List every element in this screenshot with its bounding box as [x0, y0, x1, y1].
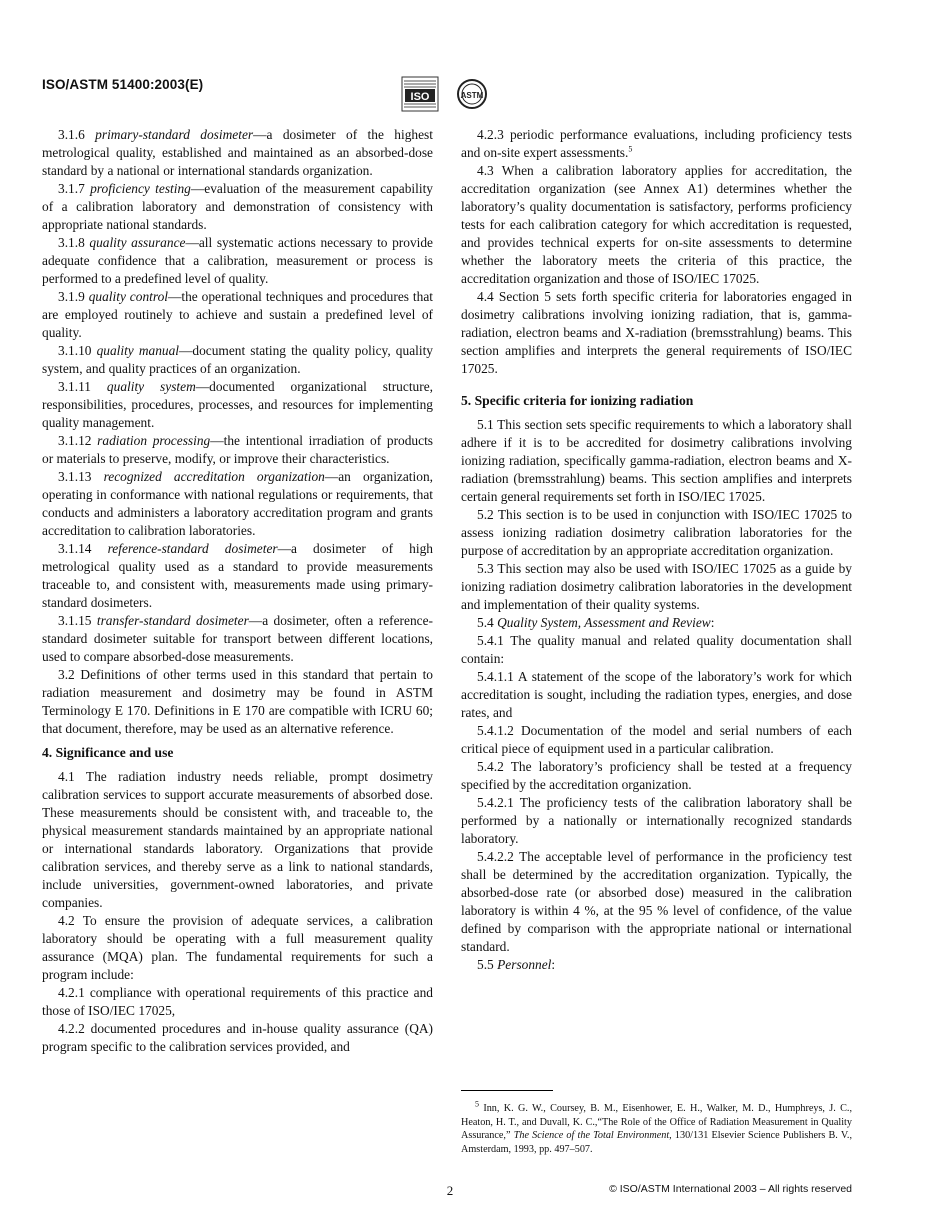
paragraph-4-2-2: 4.2.2 documented procedures and in-house quality assurance (QA) program specific to the calibration services provided, and: [42, 1021, 433, 1054]
iso-logo-text: ISO: [410, 91, 430, 103]
paragraph-4-4: 4.4 Section 5 sets forth specific criteria for laboratories engaged in dosimetry calibrations involving ionizing radiation, that is, gamma-radiation, electron beams and X-radiation (bremsstrahlung) beams. This section amplifies and interprets the general requirements of ISO/IEC 17025.: [461, 289, 852, 376]
definition-3-1-6: 3.1.6 primary-standard dosimeter—a dosimeter of the highest metrological quality, established and maintained as an absorbed-dose standard by a national or international standards organization.: [42, 127, 433, 178]
definition-3-1-12: 3.1.12 radiation processing—the intentional irradiation of products or materials to preserve, modify, or improve their characteristics.: [42, 433, 433, 466]
definition-3-1-11: 3.1.11 quality system—documented organizational structure, responsibilities, procedures, processes, and resources for implementing quality management.: [42, 379, 433, 430]
paragraph-5-4-2-1: 5.4.2.1 The proficiency tests of the calibration laboratory shall be performed by a nationally or internationally recognized standards laboratory.: [461, 795, 852, 846]
astm-logo: [458, 80, 486, 108]
paragraph-4-2-1: 4.2.1 compliance with operational requirements of this practice and those of ISO/IEC 17025,: [42, 985, 433, 1018]
iso-logo: [402, 77, 438, 111]
paragraph-5-1: 5.1 This section sets specific requirements to which a laboratory shall adhere if it is to be accredited for dosimetry calibrations involving ionizing radiation, specifically gamma-radiation, electron beams and X-radiation (bremsstrahlung) beams. This section amplifies and interprets certain general requirements set forth in ISO/IEC 17025.: [461, 417, 852, 504]
copyright-notice: © ISO/ASTM International 2003 – All rights reserved: [609, 1183, 852, 1195]
definition-3-1-7: 3.1.7 proficiency testing—evaluation of the measurement capability of a calibration laboratory and demonstration of consistency with appropriate national standards.: [42, 181, 433, 232]
definition-3-1-10: 3.1.10 quality manual—document stating the quality policy, quality system, and quality practices of an organization.: [42, 343, 433, 376]
paragraph-3-2: 3.2 Definitions of other terms used in this standard that pertain to radiation measurement and dosimetry may be found in ASTM Terminology E 170. Definitions in E 170 are compatible with ICRU 60; that document, therefore, may be used as an alternative reference.: [42, 667, 433, 736]
definition-3-1-9: 3.1.9 quality control—the operational techniques and procedures that are employed routinely to achieve and sustain a predefined level of quality.: [42, 289, 433, 340]
paragraph-5-4-2: 5.4.2 The laboratory’s proficiency shall be tested at a frequency specified by the accreditation organization.: [461, 759, 852, 792]
paragraph-5-4-1: 5.4.1 The quality manual and related quality documentation shall contain:: [461, 633, 852, 666]
definition-3-1-13: 3.1.13 recognized accreditation organization—an organization, operating in conformance with national regulations or requirements, that conducts and administers a laboratory accreditation program and grants accreditation to calibration laboratories.: [42, 469, 433, 538]
paragraph-5-4-1-1: 5.4.1.1 A statement of the scope of the laboratory’s work for which accreditation is sought, including the radiation types, energies, and dose rates, and: [461, 669, 852, 720]
iso-astm-logos: [400, 74, 496, 114]
definition-3-1-15: 3.1.15 transfer-standard dosimeter—a dosimeter, often a reference-standard dosimeter suitable for transport between different locations, used to compare absorbed-dose measurements.: [42, 613, 433, 664]
paragraph-5-3: 5.3 This section may also be used with ISO/IEC 17025 as a guide by ionizing radiation dosimetry calibration laboratories in the development and implementation of their quality systems.: [461, 561, 852, 612]
paragraph-5-4-2-2: 5.4.2.2 The acceptable level of performance in the proficiency test shall be determined by the accreditation organization. Typically, the absorbed-dose rate (or absorbed dose) measured in the calibration laboratory is within 4 %, at the 95 % level of confidence, of the value defined by comparison with the appropriate national or international standard.: [461, 849, 852, 954]
definition-3-1-8: 3.1.8 quality assurance—all systematic actions necessary to provide adequate confidence that a calibration, measurement or process is performed to a predefined level of quality.: [42, 235, 433, 286]
right-column: [461, 126, 852, 974]
paragraph-4-2: 4.2 To ensure the provision of adequate services, a calibration laboratory should be operating with a full measurement quality assurance (MQA) plan. The fundamental requirements for such a program include:: [42, 913, 433, 982]
document-id: ISO/ASTM 51400:2003(E): [42, 77, 204, 92]
footnote-mark: 5: [475, 1099, 479, 1109]
astm-logo-text: ASTM: [460, 91, 484, 100]
paragraph-4-3: 4.3 When a calibration laboratory applies for accreditation, the accreditation organization (see Annex A1) determines whether the laboratory’s quality documentation is satisfactory, performs proficiency tests for each calibration category for which accreditation is requested, and provides technical experts for on-site assessments to determine whether the laboratory meets the criteria of this practice, the accreditation organization and those of ISO/IEC 17025.: [461, 163, 852, 286]
paragraph-5-4: 5.4 Quality System, Assessment and Review:: [477, 615, 715, 630]
page-number: 2: [446, 1183, 454, 1198]
footnote-journal: The Science of the Total Environment: [513, 1130, 670, 1142]
paragraph-5-5: 5.5 Personnel:: [477, 957, 556, 972]
left-column: [42, 126, 433, 1056]
footnote-divider: [461, 1090, 553, 1091]
footnote-ref-5: 5: [628, 144, 633, 154]
footnote-5: $^5$ Inn, K. G. W., Coursey, B. M., Eisenhower, E. H., Walker, M. D., Humphreys, J. C., Heaton, H. T., and Duvall, K. C.,“The Role of the Office of Radiation Measurement in Quality Assurance,” The Science of the Total Environment, 130/131 Elsevier Science Publishers B. V., Amsterdam, 1993, pp. 497–507.: [461, 1099, 852, 1155]
definition-3-1-14: 3.1.14 reference-standard dosimeter—a dosimeter of high metrological quality used as a standard to provide measurements traceable to, and consistent with, measurements made using primary-standard dosimeters.: [42, 541, 433, 610]
paragraph-5-4-1-2: 5.4.1.2 Documentation of the model and serial numbers of each critical piece of equipment used in a particular calibration.: [461, 723, 852, 756]
paragraph-4-2-3: 4.2.3 periodic performance evaluations, including proficiency tests and on-site expert assessments.$^5$: [461, 127, 852, 160]
section-heading-5: 5. Specific criteria for ionizing radiation: [461, 393, 694, 408]
paragraph-5-2: 5.2 This section is to be used in conjunction with ISO/IEC 17025 to assess ionizing radiation dosimetry calibration laboratories for the purpose of accreditation by an appropriate accreditation organization.: [461, 507, 852, 558]
paragraph-4-1: 4.1 The radiation industry needs reliable, prompt dosimetry calibration services to support accurate measurements of absorbed dose. These measurements should be consistent with, and traceable to, the physical measurement standards maintained by an appropriate national or international standards laboratory. Organizations that provide calibration services, and thereby serve as a link to national standards, include universities, government-owned laboratories, and private companies.: [42, 769, 433, 910]
section-heading-4: 4. Significance and use: [42, 745, 174, 760]
